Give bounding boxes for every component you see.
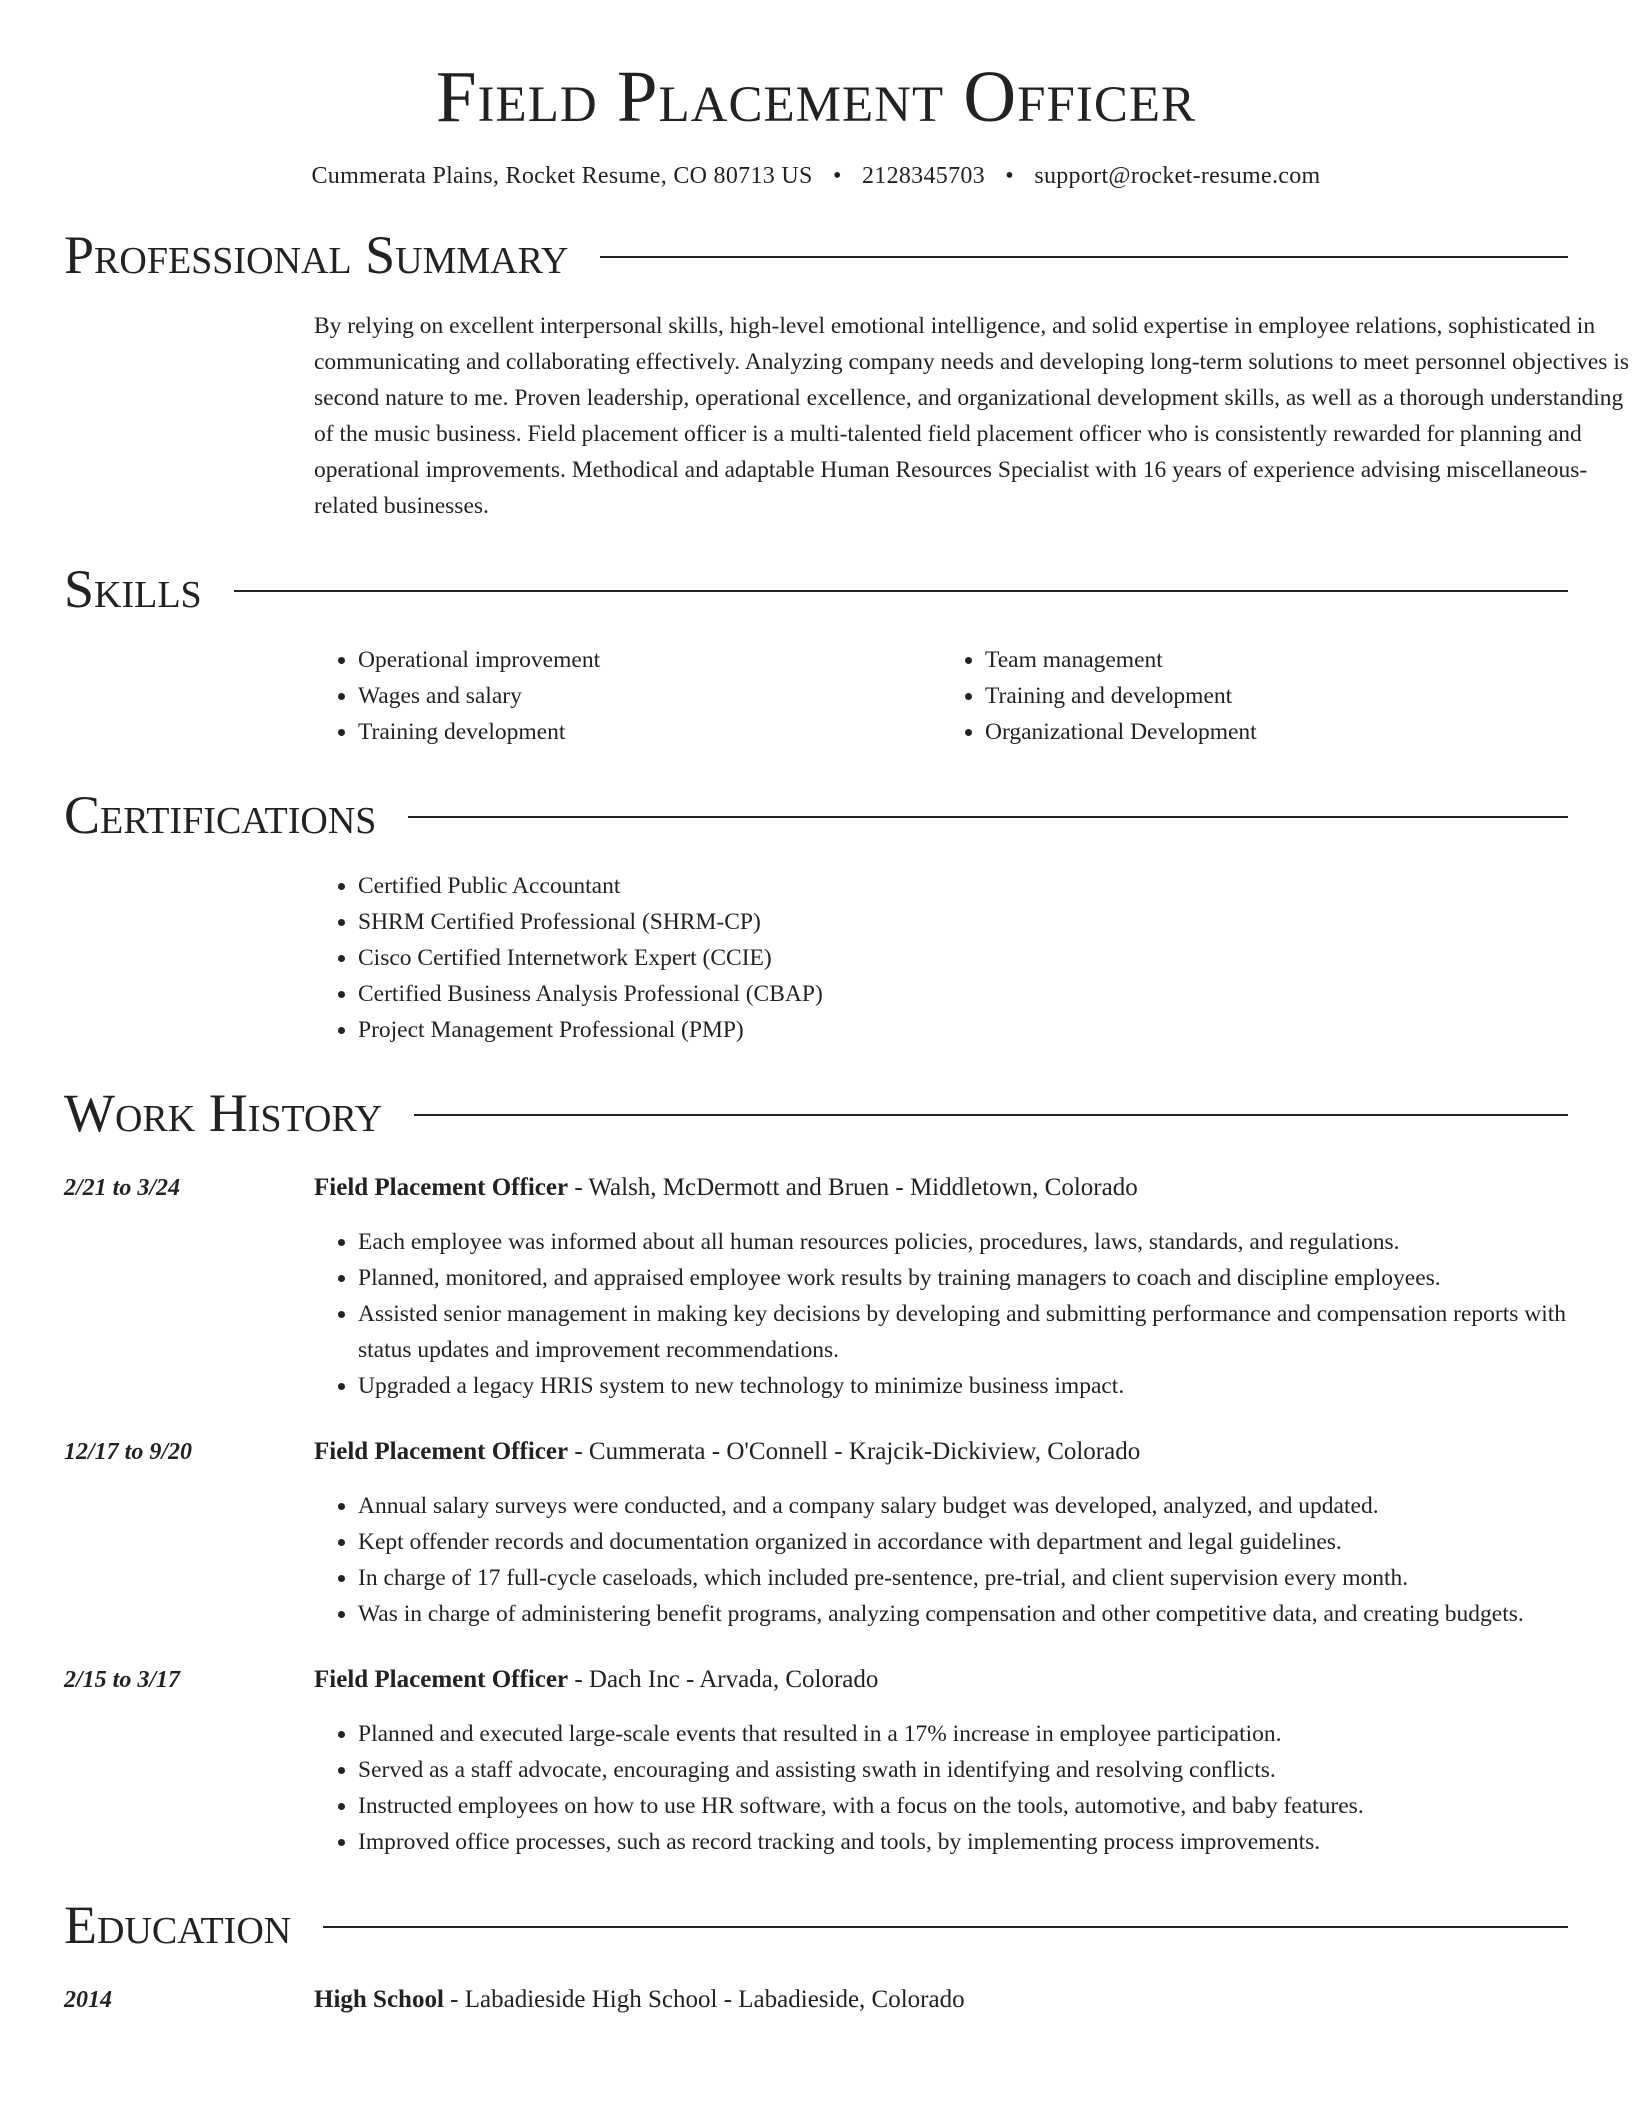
summary-title: Professional Summary <box>64 224 569 285</box>
job-bullet: • Planned, monitored, and appraised employee work results by training managers to coach and discipline employees. <box>358 1260 1568 1296</box>
education-school: - Labadieside High School - Labadieside, Colorado <box>443 1986 965 2014</box>
job-bullet: • Planned and executed large-scale events that resulted in a 17% increase in employee participation. <box>358 1716 1568 1752</box>
section-header <box>64 224 1568 286</box>
contact-email: support@rocket-resume.com <box>1034 162 1321 189</box>
education-title: Education <box>64 1895 292 1956</box>
job-bullet: • Upgraded a legacy HRIS system to new technology to minimize business impact. <box>358 1368 1568 1404</box>
section-divider <box>408 816 1568 818</box>
skill-item: • Wages and salary <box>358 678 941 714</box>
job-title: Field Placement Officer <box>314 1438 569 1466</box>
skill-item: • Operational improvement <box>358 642 941 678</box>
certification-item: • Certified Public Accountant <box>358 868 1568 904</box>
contact-separator: • <box>832 162 842 189</box>
job-bullet: • Instructed employees on how to use HR software, with a focus on the tools, automotive, and baby features. <box>358 1788 1568 1824</box>
job-content <box>314 1170 1568 1404</box>
certifications-title: Certifications <box>64 785 377 846</box>
skill-item: • Training development <box>358 714 941 750</box>
work-history-section <box>64 1082 1568 1860</box>
section-header <box>64 558 1568 620</box>
certifications-bullets <box>314 868 1568 1048</box>
job-bullet: • Each employee was informed about all human resources policies, procedures, laws, standards, and regulations. <box>358 1224 1568 1260</box>
section-header <box>64 784 1568 846</box>
skill-item: • Team management <box>985 642 1568 678</box>
section-header <box>64 1894 1568 1956</box>
job-employer: - Dach Inc - Arvada, Colorado <box>568 1666 879 1694</box>
job-entry <box>64 1662 1568 1860</box>
job-dates: 2/21 to 3/24 <box>64 1175 181 1202</box>
job-title: Field Placement Officer <box>314 1666 569 1694</box>
certification-item: • Project Management Professional (PMP) <box>358 1012 1568 1048</box>
certification-item: • SHRM Certified Professional (SHRM-CP) <box>358 904 1568 940</box>
section-divider <box>234 590 1568 592</box>
job-employer: - Cummerata - O'Connell - Krajcik-Dickiview, Colorado <box>568 1438 1141 1466</box>
skill-item: • Organizational Development <box>985 714 1568 750</box>
candidate-name: Field Placement Officer <box>435 56 1197 137</box>
education-year: 2014 <box>64 1987 112 2014</box>
certifications-list <box>314 868 1568 1048</box>
job-bullet: • Kept offender records and documentation organized in accordance with department and legal guidelines. <box>358 1524 1568 1560</box>
certifications-section <box>64 784 1568 1048</box>
skills-section <box>64 558 1568 750</box>
job-content <box>314 1434 1568 1632</box>
job-dates: 12/17 to 9/20 <box>64 1439 193 1466</box>
contact-line <box>64 163 1568 190</box>
education-content <box>314 1982 1568 2018</box>
contact-address: Cummerata Plains, Rocket Resume, CO 80713 US <box>311 162 813 189</box>
job-entry <box>64 1434 1568 1632</box>
job-heading <box>314 1170 1568 1206</box>
job-bullets <box>314 1224 1568 1404</box>
job-bullets <box>314 1488 1568 1632</box>
job-bullet: • Improved office processes, such as record tracking and tools, by implementing process improvements. <box>358 1824 1568 1860</box>
job-heading <box>314 1434 1568 1470</box>
job-bullet: • In charge of 17 full-cycle caseloads, which included pre-sentence, pre-trial, and client supervision every month. <box>358 1560 1568 1596</box>
education-entry <box>64 1982 1568 2018</box>
job-heading <box>314 1662 1568 1698</box>
section-divider <box>600 256 1568 258</box>
certification-item: • Certified Business Analysis Professional (CBAP) <box>358 976 1568 1012</box>
certification-item: • Cisco Certified Internetwork Expert (CCIE) <box>358 940 1568 976</box>
contact-phone: 2128345703 <box>861 162 985 189</box>
education-degree: High School <box>314 1986 444 2014</box>
skill-item: • Training and development <box>985 678 1568 714</box>
education-section <box>64 1894 1568 2018</box>
section-divider <box>414 1114 1568 1116</box>
job-content <box>314 1662 1568 1860</box>
job-dates: 2/15 to 3/17 <box>64 1667 181 1694</box>
job-bullets <box>314 1716 1568 1860</box>
skills-list <box>314 642 1568 750</box>
job-bullet: • Annual salary surveys were conducted, and a company salary budget was developed, analyzed, and updated. <box>358 1488 1568 1524</box>
skills-title: Skills <box>64 559 202 620</box>
education-heading <box>314 1982 1568 2018</box>
section-header <box>64 1082 1568 1144</box>
job-bullet: • Served as a staff advocate, encouraging and assisting swath in identifying and resolving conflicts. <box>358 1752 1568 1788</box>
job-employer: - Walsh, McDermott and Bruen - Middletown, Colorado <box>568 1174 1138 1202</box>
job-entry <box>64 1170 1568 1404</box>
skills-column-right <box>941 642 1568 750</box>
summary-text: By relying on excellent interpersonal skills, high-level emotional intelligence, and solid expertise in employee relations, sophisticated in communicating and collaborating effectively. Analyzing company needs and developing long-term solutions to meet personnel objectives is second nature to me. Proven leadership, operational excellence, and organizational development skills, as well as a thorough understanding of the music business. Field placement officer is a multi-talented field placement officer who is consistently rewarded for planning and operational improvements. Methodical and adaptable Human Resources Specialist with 16 years of experience advising miscellaneous-related businesses. <box>314 313 1630 520</box>
skills-column-left <box>314 642 941 750</box>
work-history-title: Work History <box>64 1083 383 1144</box>
section-divider <box>323 1926 1568 1928</box>
summary-section <box>64 224 1630 524</box>
contact-separator: • <box>1005 162 1014 189</box>
job-bullet: • Was in charge of administering benefit programs, analyzing compensation and other competitive data, and creating budgets. <box>358 1596 1568 1632</box>
job-title: Field Placement Officer <box>314 1174 569 1202</box>
job-bullet: • Assisted senior management in making key decisions by developing and submitting performance and compensation reports with status updates and improvement recommendations. <box>358 1296 1568 1368</box>
